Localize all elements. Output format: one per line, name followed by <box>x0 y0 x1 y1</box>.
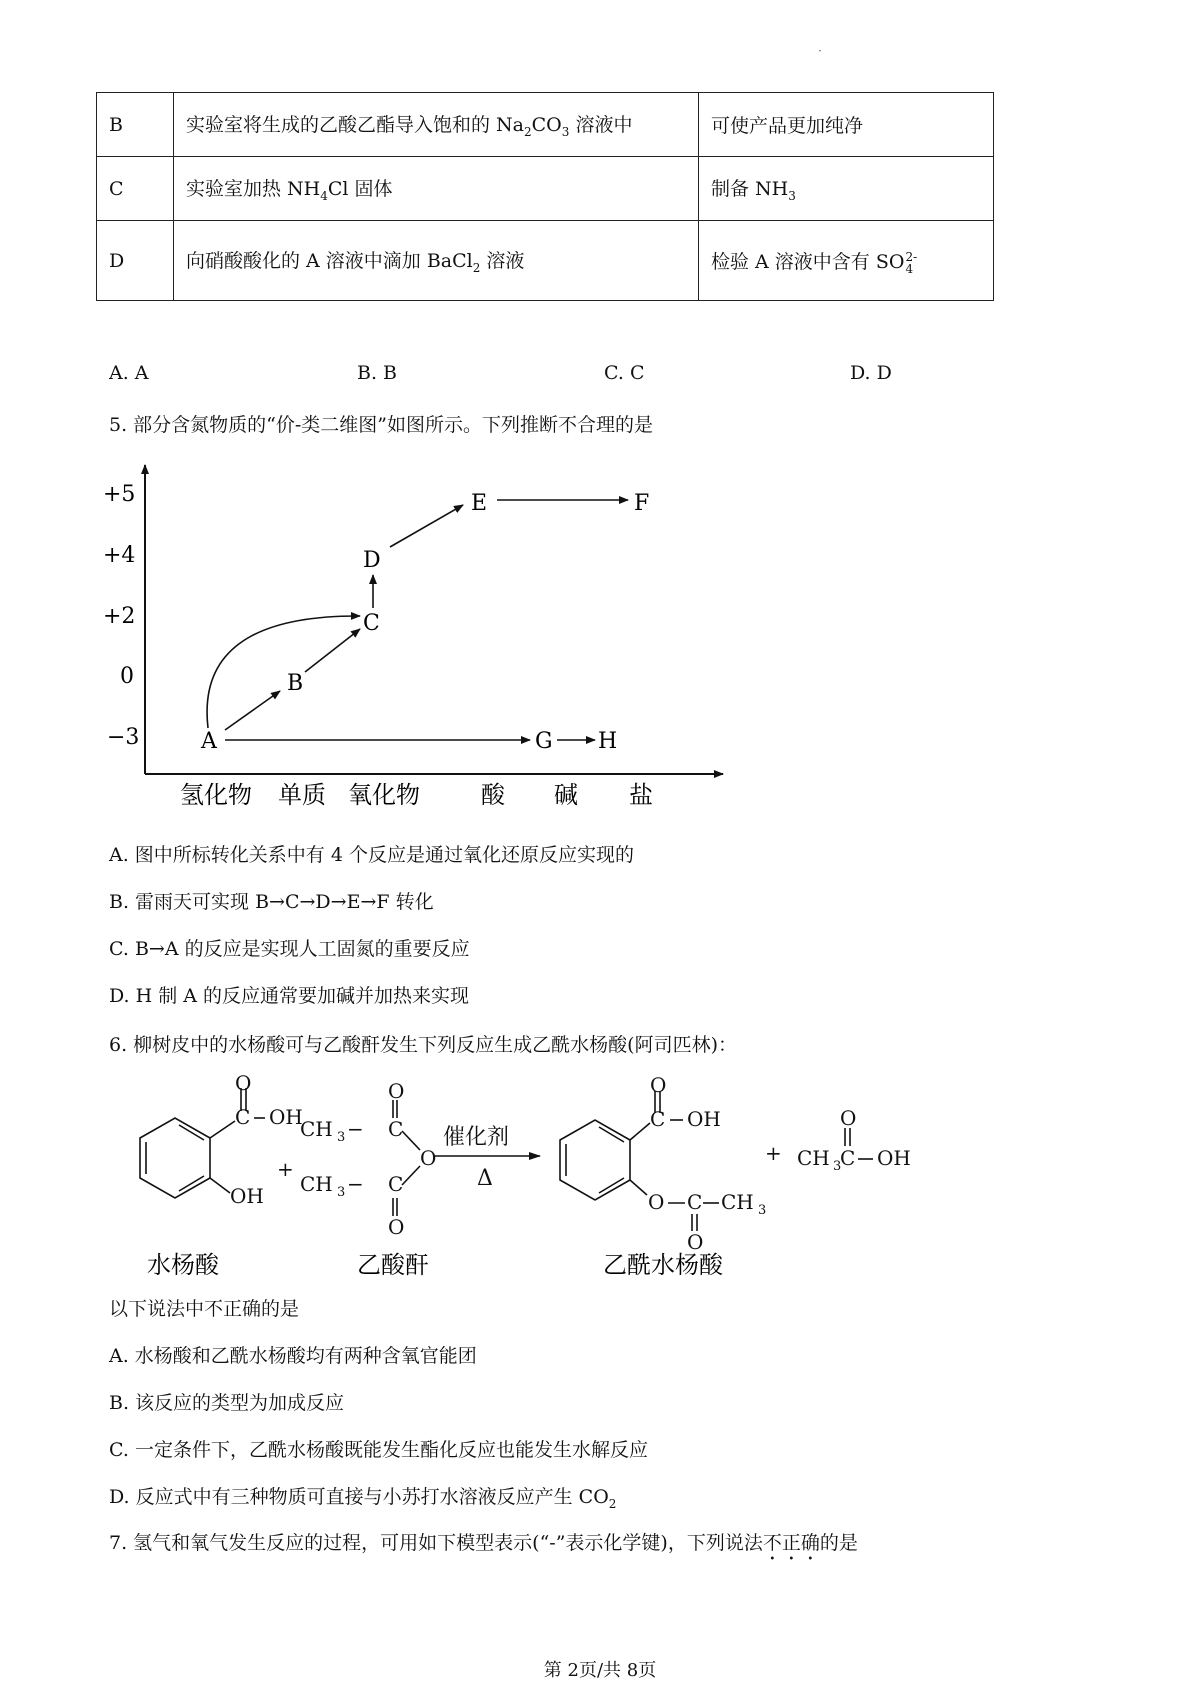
x-label: 盐 <box>629 781 653 809</box>
q4-option-b[interactable]: B. B <box>357 362 398 384</box>
q6-option-c[interactable]: C. 一定条件下，乙酰水杨酸既能发生酯化反应也能发生水解反应 <box>109 1439 648 1461</box>
group-ch3: CH <box>300 1172 333 1196</box>
y-tick: +4 <box>103 543 136 568</box>
row-operation: 实验室加热 $NH_4Cl$ 固体 <box>174 157 699 221</box>
row-label: C <box>97 157 174 221</box>
y-tick: −3 <box>107 725 140 750</box>
heat-symbol: Δ <box>477 1166 493 1191</box>
plus-sign: + <box>277 1157 294 1181</box>
table-row <box>97 157 994 221</box>
row-operation: 向硝酸酸化的 A 溶液中滴加 BaCl$_2$ 溶液 <box>174 221 699 301</box>
q4-option-a[interactable]: A. A <box>109 362 149 384</box>
svg-text:−: − <box>347 1117 364 1141</box>
atom-o: O <box>420 1146 437 1170</box>
benzene-ring <box>140 1118 210 1198</box>
y-tick: +5 <box>103 482 136 507</box>
subscript-3: 3 <box>337 1185 346 1200</box>
compound-name: 乙酸酐 <box>357 1251 429 1279</box>
row-label: B <box>97 93 174 157</box>
group-oh: OH <box>687 1107 721 1131</box>
x-label: 单质 <box>278 781 326 809</box>
row-purpose: 制备 $NH_3$ <box>699 157 994 221</box>
node-d: D <box>363 548 381 573</box>
catalyst-label: 催化剂 <box>443 1125 510 1150</box>
options-table <box>96 92 994 301</box>
group-oh: OH <box>269 1105 303 1129</box>
subscript-3: 3 <box>337 1130 346 1145</box>
group-oh: OH <box>877 1146 911 1170</box>
row-purpose: 可使产品更加纯净 <box>699 93 994 157</box>
node-c: C <box>363 611 380 636</box>
top-mark: · <box>818 44 822 58</box>
node-f: F <box>634 491 650 516</box>
q4-option-d[interactable]: D. D <box>850 362 892 384</box>
q7-stem: 7. 氢气和氧气发生反应的过程，可用如下模型表示(“-”表示化学键)，下列说法不正确的是 <box>109 1532 858 1554</box>
atom-c: C <box>840 1146 856 1170</box>
row-purpose: 检验 A 溶液中含有 SO 2- 4 <box>699 221 994 301</box>
table-row <box>97 93 994 157</box>
group-ch3: CH <box>797 1146 830 1170</box>
atom-o: O <box>235 1071 252 1095</box>
atom-c: C <box>388 1117 404 1141</box>
svg-text:−: − <box>347 1172 364 1196</box>
node-e: E <box>471 491 488 516</box>
x-label: 酸 <box>481 781 505 809</box>
valence-class-chart <box>95 450 745 820</box>
q5-option-d[interactable]: D. H 制 A 的反应通常要加碱并加热来实现 <box>109 985 470 1007</box>
atom-o: O <box>650 1073 667 1097</box>
group-oh: OH <box>230 1184 264 1208</box>
group-ch3: CH <box>721 1190 754 1214</box>
atom-c: C <box>388 1172 404 1196</box>
q6-option-b[interactable]: B. 该反应的类型为加成反应 <box>109 1392 345 1414</box>
arrow-a-c <box>207 616 360 728</box>
subscript-3: 3 <box>758 1203 767 1218</box>
q6-stem: 6. 柳树皮中的水杨酸可与乙酸酐发生下列反应生成乙酰水杨酸(阿司匹林)： <box>109 1034 737 1056</box>
y-tick: 0 <box>120 664 134 689</box>
atom-o: O <box>687 1230 704 1254</box>
x-label: 氧化物 <box>348 781 420 809</box>
plus-sign: + <box>765 1141 782 1165</box>
atom-c: C <box>235 1105 251 1129</box>
atom-o: O <box>648 1190 665 1214</box>
q4-option-c[interactable]: C. C <box>604 362 645 384</box>
compound-name: 乙酰水杨酸 <box>603 1251 723 1279</box>
table-row <box>97 221 994 301</box>
q6-option-d[interactable]: D. 反应式中有三种物质可直接与小苏打水溶液反应产生 $CO_2$ <box>109 1486 617 1511</box>
reaction-scheme <box>95 1068 975 1283</box>
page-footer: 第 2页/共 8页 <box>543 1660 657 1681</box>
emphasis-text: 不正确 <box>762 1532 820 1554</box>
q5-stem: 5. 部分含氮物质的“价-类二维图”如图所示。下列推断不合理的是 <box>109 414 654 436</box>
subscript-3: 3 <box>833 1159 842 1174</box>
arrow-b-c <box>305 629 360 672</box>
q5-option-a[interactable]: A. 图中所标转化关系中有 4 个反应是通过氧化还原反应实现的 <box>109 844 634 866</box>
q6-prompt: 以下说法中不正确的是 <box>109 1298 300 1320</box>
compound-name: 水杨酸 <box>147 1251 219 1279</box>
node-h: H <box>598 729 618 754</box>
row-operation: 实验室将生成的乙酸乙酯导入饱和的 $Na_2CO_3$ 溶液中 <box>174 93 699 157</box>
atom-o: O <box>388 1215 405 1239</box>
q5-option-c[interactable]: C. B→A 的反应是实现人工固氮的重要反应 <box>109 938 470 960</box>
benzene-ring <box>560 1120 630 1200</box>
atom-o: O <box>388 1079 405 1103</box>
x-label: 碱 <box>554 781 578 809</box>
atom-c: C <box>687 1190 703 1214</box>
q5-option-b[interactable]: B. 雷雨天可实现 B→C→D→E→F 转化 <box>109 891 434 913</box>
node-a: A <box>201 729 217 754</box>
group-ch3: CH <box>300 1117 333 1141</box>
x-label: 氢化物 <box>180 781 252 809</box>
atom-c: C <box>650 1107 666 1131</box>
q6-option-a[interactable]: A. 水杨酸和乙酰水杨酸均有两种含氧官能团 <box>109 1345 477 1367</box>
y-tick: +2 <box>103 604 136 629</box>
arrow-a-b <box>225 691 280 730</box>
arrow-d-e <box>390 505 463 547</box>
node-b: B <box>287 671 304 696</box>
row-label: D <box>97 221 174 301</box>
atom-o: O <box>840 1106 857 1130</box>
node-g: G <box>535 729 553 754</box>
